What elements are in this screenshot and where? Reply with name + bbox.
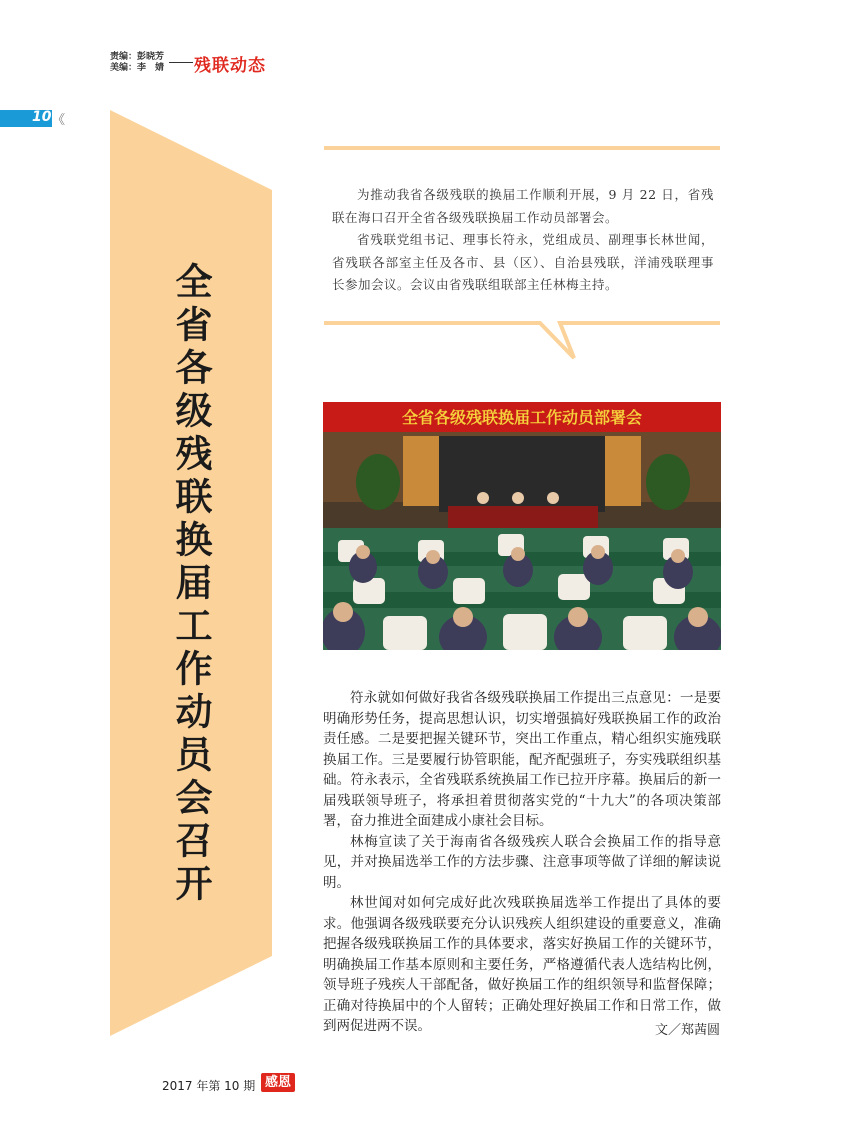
lead-paragraph: 省残联党组书记、理事长符永，党组成员、副理事长林世闻，省残联各部室主任及各市、县（区）、自治县残联，洋浦残联理事长参加会议。会议由省残联组联部主任林梅主持。 — [332, 232, 714, 292]
author-byline: 文／郑茜圆 — [654, 1023, 720, 1038]
section-title: 残联动态 — [194, 56, 266, 76]
photo-banner-text: 全省各级残联换届工作动员部署会 — [401, 408, 643, 427]
body-paragraph: 林世闻对如何完成好此次残联换届选举工作提出了具体的要求。他强调各级残联要充分认识残疾人组织建设的重要意义，准确把握各级残联换届工作的具体要求，落实好换届工作的关键环节，明确换届工作基本原则和主要任务，严格遵循代表人选结构比例，领导班子残疾人干部配备，做好换届工作的组织领导和监督保障；正确对待换届中的个人留转；正确处理好换届工作和日常工作，做到两促进两不误。 — [323, 895, 721, 1034]
lead-paragraphs — [332, 184, 714, 297]
body-paragraph: 林梅宣读了关于海南省各级残疾人联合会换届工作的指导意见，并对换届选举工作的方法步骤、注意事项等做了详细的解读说明。 — [323, 833, 721, 891]
designer-credit: 美编：李 婧 — [110, 63, 165, 73]
meeting-photo — [323, 402, 721, 650]
article-title: 全省各级残联换届工作动员会召开 — [169, 262, 212, 907]
header-divider — [169, 62, 193, 63]
article-body — [323, 688, 721, 1037]
body-paragraph: 符永就如何做好我省各级残联换届工作提出三点意见：一是要明确形势任务，提高思想认识，切实增强搞好残联换届工作的政治责任感。二是要把握关键环节，突出工作重点，精心组织实施残联换届工作。三是要履行协管职能，配齐配强班子，夯实残联组织基础。符永表示，全省残联系统换届工作已拉开序幕。换届后的新一届残联领导班子，将承担着贯彻落实党的“十九大”的各项决策部署，奋力推进全面建成小康社会目标。 — [323, 690, 721, 829]
page-arrow-icon: 《 — [52, 113, 66, 128]
issue-label: 2017 年第 10 期 — [162, 1079, 256, 1093]
lead-paragraph: 为推动我省各级残联的换届工作顺利开展，9 月 22 日，省残联在海口召开全省各级残联换届工作动员部署会。 — [332, 187, 714, 225]
magazine-logo: 感恩 — [261, 1073, 295, 1092]
editor-credit: 责编：彭晓芳 — [110, 52, 165, 62]
header-credits — [110, 52, 164, 74]
page-number: 10 — [32, 109, 52, 125]
